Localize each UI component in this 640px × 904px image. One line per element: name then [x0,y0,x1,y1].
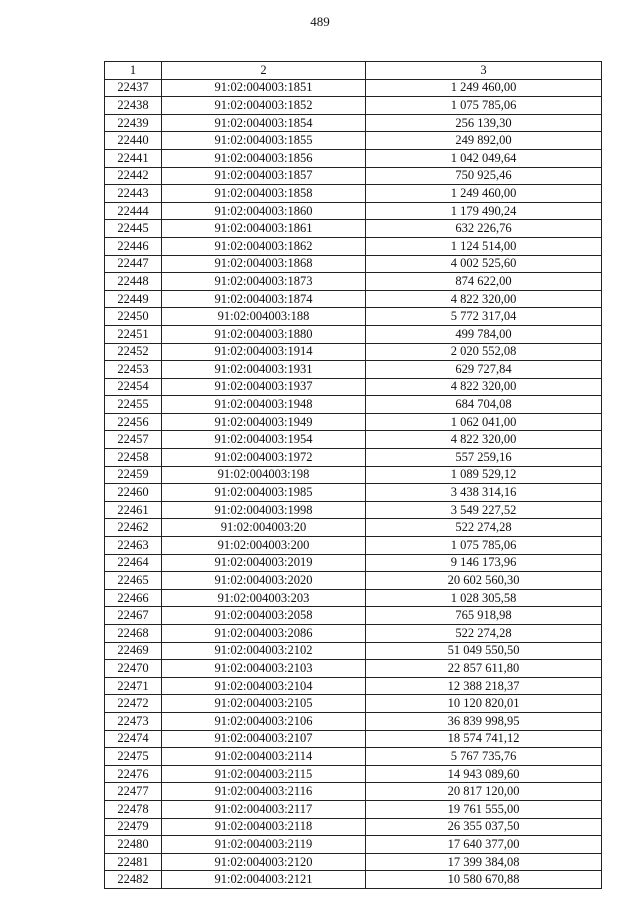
cadastral-value-cell: 750 925,46 [366,167,602,185]
row-number-cell: 22454 [105,378,162,396]
row-number-cell: 22457 [105,431,162,449]
row-number-cell: 22450 [105,308,162,326]
row-number-cell: 22451 [105,325,162,343]
table-row [105,343,602,361]
table-row [105,396,602,414]
cadastral-value-cell: 1 124 514,00 [366,237,602,255]
table-row [105,185,602,203]
cadastral-number-cell: 91:02:004003:1972 [162,449,366,467]
cadastral-number-cell: 91:02:004003:1852 [162,97,366,115]
cadastral-number-cell: 91:02:004003:1858 [162,185,366,203]
table-row [105,167,602,185]
cadastral-number-cell: 91:02:004003:1931 [162,361,366,379]
cadastral-value-cell: 632 226,76 [366,220,602,238]
table-row [105,818,602,836]
cadastral-value-cell: 4 822 320,00 [366,431,602,449]
cadastral-number-cell: 91:02:004003:1861 [162,220,366,238]
cadastral-number-cell: 91:02:004003:1998 [162,501,366,519]
cadastral-number-cell: 91:02:004003:2115 [162,765,366,783]
cadastral-value-cell: 1 249 460,00 [366,185,602,203]
table-row [105,730,602,748]
table-row [105,308,602,326]
cadastral-number-cell: 91:02:004003:1948 [162,396,366,414]
row-number-cell: 22478 [105,800,162,818]
cadastral-value-cell: 10 580 670,88 [366,871,602,889]
table-row [105,572,602,590]
cadastral-number-cell: 91:02:004003:203 [162,589,366,607]
cadastral-number-cell: 91:02:004003:2104 [162,677,366,695]
table-header-row [105,62,602,80]
cadastral-value-cell: 2 020 552,08 [366,343,602,361]
row-number-cell: 22458 [105,449,162,467]
cadastral-value-cell: 12 388 218,37 [366,677,602,695]
cadastral-number-cell: 91:02:004003:1862 [162,237,366,255]
table-row [105,748,602,766]
row-number-cell: 22447 [105,255,162,273]
cadastral-number-cell: 91:02:004003:2117 [162,800,366,818]
row-number-cell: 22460 [105,484,162,502]
cadastral-value-cell: 14 943 089,60 [366,765,602,783]
table-row [105,79,602,97]
row-number-cell: 22445 [105,220,162,238]
cadastral-number-cell: 91:02:004003:1860 [162,202,366,220]
cadastral-value-cell: 1 062 041,00 [366,413,602,431]
cadastral-value-cell: 18 574 741,12 [366,730,602,748]
page-number: 489 [310,14,330,29]
cadastral-value-cell: 10 120 820,01 [366,695,602,713]
cadastral-number-cell: 91:02:004003:2118 [162,818,366,836]
row-number-cell: 22446 [105,237,162,255]
cadastral-value-table [104,61,602,889]
cadastral-value-cell: 20 602 560,30 [366,572,602,590]
column-header-3: 3 [366,62,602,80]
cadastral-number-cell: 91:02:004003:1874 [162,290,366,308]
table-row [105,325,602,343]
row-number-cell: 22449 [105,290,162,308]
table-row [105,97,602,115]
cadastral-value-cell: 629 727,84 [366,361,602,379]
cadastral-value-cell: 9 146 173,96 [366,554,602,572]
cadastral-number-cell: 91:02:004003:2120 [162,853,366,871]
row-number-cell: 22463 [105,537,162,555]
cadastral-number-cell: 91:02:004003:2020 [162,572,366,590]
cadastral-number-cell: 91:02:004003:1954 [162,431,366,449]
cadastral-value-cell: 26 355 037,50 [366,818,602,836]
cadastral-number-cell: 91:02:004003:1856 [162,149,366,167]
row-number-cell: 22464 [105,554,162,572]
row-number-cell: 22448 [105,273,162,291]
table-row [105,519,602,537]
table-row [105,273,602,291]
cadastral-number-cell: 91:02:004003:2103 [162,660,366,678]
cadastral-number-cell: 91:02:004003:1985 [162,484,366,502]
cadastral-number-cell: 91:02:004003:2106 [162,712,366,730]
cadastral-value-cell: 3 549 227,52 [366,501,602,519]
cadastral-number-cell: 91:02:004003:1855 [162,132,366,150]
cadastral-value-cell: 1 075 785,06 [366,537,602,555]
cadastral-value-cell: 5 772 317,04 [366,308,602,326]
table-row [105,501,602,519]
table-row [105,712,602,730]
row-number-cell: 22475 [105,748,162,766]
cadastral-value-cell: 4 002 525,60 [366,255,602,273]
row-number-cell: 22466 [105,589,162,607]
row-number-cell: 22456 [105,413,162,431]
table-row [105,642,602,660]
table-row [105,149,602,167]
cadastral-value-cell: 17 640 377,00 [366,836,602,854]
cadastral-value-cell: 249 892,00 [366,132,602,150]
cadastral-number-cell: 91:02:004003:20 [162,519,366,537]
table-row [105,783,602,801]
row-number-cell: 22467 [105,607,162,625]
cadastral-value-cell: 4 822 320,00 [366,378,602,396]
cadastral-number-cell: 91:02:004003:198 [162,466,366,484]
cadastral-value-cell: 765 918,98 [366,607,602,625]
cadastral-value-cell: 1 179 490,24 [366,202,602,220]
cadastral-value-cell: 1 028 305,58 [366,589,602,607]
cadastral-number-cell: 91:02:004003:1868 [162,255,366,273]
cadastral-value-cell: 522 274,28 [366,625,602,643]
table-row [105,202,602,220]
row-number-cell: 22462 [105,519,162,537]
cadastral-number-cell: 91:02:004003:2058 [162,607,366,625]
cadastral-value-cell: 1 089 529,12 [366,466,602,484]
row-number-cell: 22439 [105,114,162,132]
cadastral-value-cell: 557 259,16 [366,449,602,467]
table-row [105,237,602,255]
table-row [105,378,602,396]
cadastral-number-cell: 91:02:004003:200 [162,537,366,555]
row-number-cell: 22481 [105,853,162,871]
table-row [105,589,602,607]
row-number-cell: 22442 [105,167,162,185]
table-row [105,255,602,273]
column-header-1: 1 [105,62,162,80]
cadastral-number-cell: 91:02:004003:1937 [162,378,366,396]
table-row [105,554,602,572]
row-number-cell: 22461 [105,501,162,519]
table-row [105,836,602,854]
table-row [105,695,602,713]
cadastral-number-cell: 91:02:004003:1857 [162,167,366,185]
row-number-cell: 22455 [105,396,162,414]
cadastral-value-cell: 20 817 120,00 [366,783,602,801]
row-number-cell: 22471 [105,677,162,695]
cadastral-number-cell: 91:02:004003:2121 [162,871,366,889]
row-number-cell: 22470 [105,660,162,678]
row-number-cell: 22440 [105,132,162,150]
row-number-cell: 22465 [105,572,162,590]
cadastral-number-cell: 91:02:004003:2086 [162,625,366,643]
row-number-cell: 22437 [105,79,162,97]
row-number-cell: 22441 [105,149,162,167]
table-row [105,114,602,132]
table-row [105,449,602,467]
cadastral-value-cell: 4 822 320,00 [366,290,602,308]
cadastral-value-cell: 19 761 555,00 [366,800,602,818]
cadastral-number-cell: 91:02:004003:1851 [162,79,366,97]
row-number-cell: 22476 [105,765,162,783]
table-row [105,607,602,625]
cadastral-value-cell: 684 704,08 [366,396,602,414]
table-row [105,431,602,449]
cadastral-number-cell: 91:02:004003:2119 [162,836,366,854]
cadastral-number-cell: 91:02:004003:2114 [162,748,366,766]
row-number-cell: 22438 [105,97,162,115]
row-number-cell: 22480 [105,836,162,854]
cadastral-number-cell: 91:02:004003:2116 [162,783,366,801]
cadastral-number-cell: 91:02:004003:1854 [162,114,366,132]
cadastral-value-cell: 17 399 384,08 [366,853,602,871]
cadastral-value-cell: 5 767 735,76 [366,748,602,766]
cadastral-value-cell: 499 784,00 [366,325,602,343]
cadastral-value-cell: 1 042 049,64 [366,149,602,167]
table-row [105,800,602,818]
table-row [105,625,602,643]
cadastral-number-cell: 91:02:004003:1880 [162,325,366,343]
table-row [105,466,602,484]
row-number-cell: 22468 [105,625,162,643]
row-number-cell: 22472 [105,695,162,713]
table-row [105,361,602,379]
table-row [105,537,602,555]
cadastral-number-cell: 91:02:004003:188 [162,308,366,326]
cadastral-number-cell: 91:02:004003:2105 [162,695,366,713]
cadastral-value-cell: 22 857 611,80 [366,660,602,678]
cadastral-number-cell: 91:02:004003:1914 [162,343,366,361]
table-row [105,853,602,871]
cadastral-number-cell: 91:02:004003:2019 [162,554,366,572]
cadastral-value-cell: 1 249 460,00 [366,79,602,97]
table-row [105,484,602,502]
cadastral-value-cell: 3 438 314,16 [366,484,602,502]
cadastral-value-cell: 874 622,00 [366,273,602,291]
cadastral-value-cell: 522 274,28 [366,519,602,537]
row-number-cell: 22459 [105,466,162,484]
table-row [105,660,602,678]
cadastral-value-cell: 36 839 998,95 [366,712,602,730]
row-number-cell: 22469 [105,642,162,660]
cadastral-value-cell: 1 075 785,06 [366,97,602,115]
cadastral-value-cell: 256 139,30 [366,114,602,132]
row-number-cell: 22443 [105,185,162,203]
table-row [105,677,602,695]
cadastral-value-cell: 51 049 550,50 [366,642,602,660]
table-row [105,871,602,889]
row-number-cell: 22479 [105,818,162,836]
table-body [105,79,602,888]
row-number-cell: 22482 [105,871,162,889]
column-header-2: 2 [162,62,366,80]
row-number-cell: 22474 [105,730,162,748]
table-row [105,290,602,308]
row-number-cell: 22473 [105,712,162,730]
cadastral-number-cell: 91:02:004003:1873 [162,273,366,291]
table-row [105,132,602,150]
cadastral-number-cell: 91:02:004003:2102 [162,642,366,660]
table-row [105,220,602,238]
row-number-cell: 22452 [105,343,162,361]
row-number-cell: 22453 [105,361,162,379]
row-number-cell: 22444 [105,202,162,220]
cadastral-number-cell: 91:02:004003:2107 [162,730,366,748]
cadastral-number-cell: 91:02:004003:1949 [162,413,366,431]
row-number-cell: 22477 [105,783,162,801]
table-row [105,413,602,431]
table-row [105,765,602,783]
